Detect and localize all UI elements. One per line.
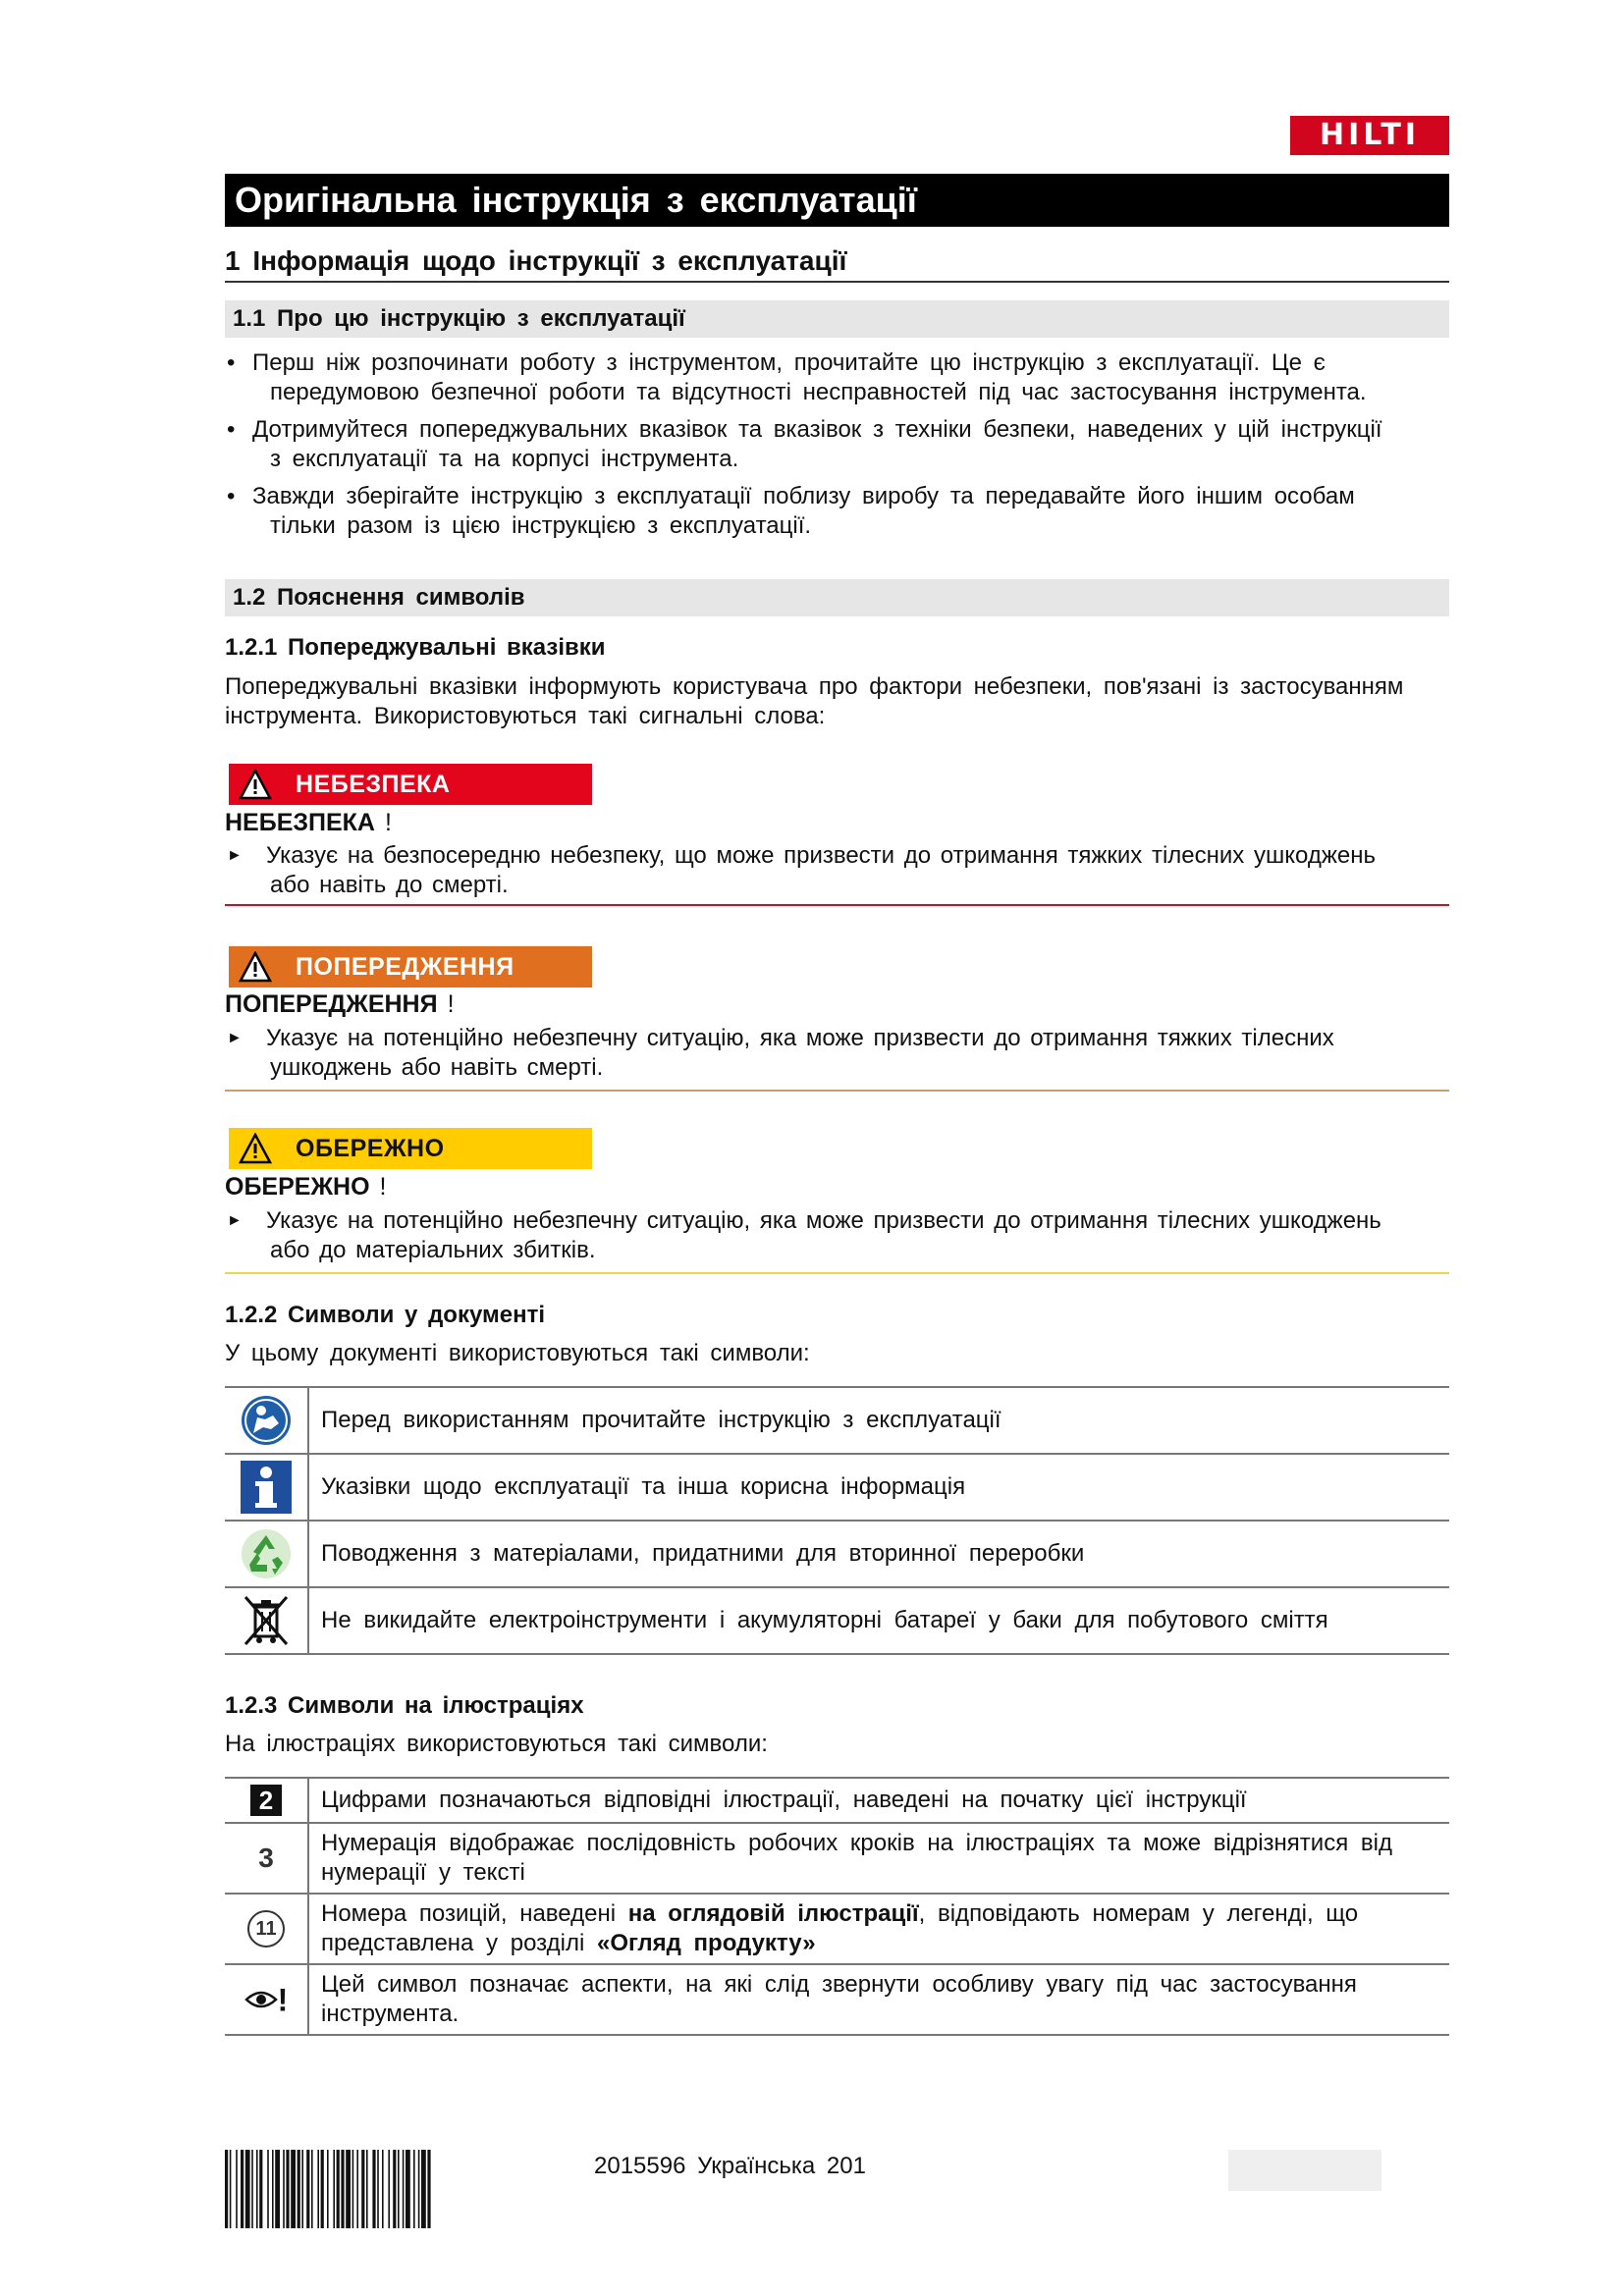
signal-line: ушкоджень або навіть смерті.: [270, 1054, 604, 1081]
bullet-line: з експлуатації та на корпусі інструмента.: [270, 446, 739, 472]
signal-heading-text: ПОПЕРЕДЖЕННЯ: [225, 990, 438, 1018]
symbol-cell: [225, 1778, 308, 1823]
warning-description: [225, 1024, 1449, 1083]
document-symbols-table: [225, 1386, 1449, 1655]
intro-line: інструмента. Використовуються такі сигнальні слова:: [225, 703, 826, 729]
table-row: [225, 1823, 1449, 1894]
signal-line: Указує на потенційно небезпечну ситуацію, яка може призвести до отримання тілесних ушкоджень: [266, 1207, 1381, 1234]
document-symbols-intro: У цьому документі використовуються такі символи:: [225, 1340, 810, 1366]
exclamation: !: [385, 809, 392, 836]
arrow-bullet-icon: ►: [227, 1212, 243, 1229]
text-part-bold: «Огляд продукту»: [596, 1930, 816, 1956]
bullet-dot: •: [227, 416, 236, 443]
list-item: [225, 482, 1511, 541]
warning-triangle-icon: [239, 951, 272, 983]
section-1-2-heading: 1.2 Пояснення символів: [225, 579, 1449, 616]
symbol-cell: [225, 1894, 308, 1964]
crossed-bin-icon: [240, 1593, 293, 1648]
illustration-symbols-table: [225, 1777, 1449, 2036]
signal-word: ПОПЕРЕДЖЕННЯ: [296, 953, 514, 981]
warning-triangle-icon: [239, 1133, 272, 1164]
signal-word: НЕБЕЗПЕКА: [296, 771, 451, 798]
warning-triangle-icon: [239, 769, 272, 800]
signal-word: ОБЕРЕЖНО: [296, 1135, 445, 1162]
warning-divider: [225, 1090, 1449, 1092]
read-manual-icon: [240, 1394, 293, 1447]
exclamation: !: [447, 990, 455, 1018]
description-line: [321, 1929, 1449, 1958]
illustration-symbols-intro: На ілюстраціях використовуються такі символи:: [225, 1731, 768, 1757]
symbol-cell: [225, 1587, 308, 1654]
signal-line: або до матеріальних збитків.: [270, 1237, 596, 1263]
symbol-cell: [225, 1823, 308, 1894]
symbol-description: [308, 1894, 1449, 1964]
danger-description: [225, 841, 1449, 900]
symbol-description: Цифрами позначаються відповідні ілюстрації, наведені на початку цієї інструкції: [308, 1778, 1449, 1823]
position-number-icon: 11: [247, 1910, 285, 1948]
description-line: нумерації у тексті: [321, 1859, 525, 1886]
description-line: інструмента.: [321, 2001, 460, 2027]
danger-divider: [225, 904, 1449, 906]
description-line: [321, 1899, 1449, 1929]
caution-divider: [225, 1272, 1449, 1274]
danger-signal-label: [229, 764, 592, 805]
table-row: [225, 1521, 1449, 1587]
symbol-description: Не викидайте електроінструменти і акумуляторні батареї у баки для побутового сміття: [308, 1587, 1449, 1654]
usage-bullets: [225, 348, 1511, 549]
text-part-bold: на оглядовій ілюстрації: [627, 1900, 919, 1927]
signal-line: Указує на безпосередню небезпеку, що може призвести до отримання тяжких тілесних ушкоджень: [266, 842, 1376, 869]
symbol-cell: [225, 1964, 308, 2035]
danger-heading: [225, 808, 392, 837]
table-row: [225, 1587, 1449, 1654]
symbol-description: Перед використанням прочитайте інструкцію з експлуатації: [308, 1387, 1449, 1454]
bullet-line: Дотримуйтеся попереджувальних вказівок та вказівок з техніки безпеки, наведених у цій інструкції: [252, 416, 1382, 443]
bullet-line: Перш ніж розпочинати роботу з інструментом, прочитайте цю інструкцію з експлуатації. Це є: [252, 349, 1326, 376]
signal-line: або навіть до смерті.: [270, 872, 509, 898]
recycle-icon: [240, 1527, 293, 1580]
text-part: представлена у розділі: [321, 1930, 597, 1956]
section-1-2-1-heading: 1.2.1 Попереджувальні вказівки: [225, 634, 606, 661]
caution-description: [225, 1206, 1449, 1265]
signal-line: Указує на потенційно небезпечну ситуацію, яка може призвести до отримання тяжких тілесних: [266, 1025, 1334, 1051]
arrow-bullet-icon: ►: [227, 847, 243, 864]
section-1-heading: 1 Інформація щодо інструкції з експлуатації: [225, 243, 1449, 283]
symbol-cell: [225, 1521, 308, 1587]
list-item: [225, 348, 1511, 407]
section-1-2-3-heading: 1.2.3 Символи на ілюстраціях: [225, 1692, 584, 1719]
warnings-intro: [225, 672, 1531, 731]
symbol-description: [308, 1964, 1449, 2035]
info-icon: [241, 1461, 292, 1514]
table-row: [225, 1894, 1449, 1964]
exclamation: !: [379, 1173, 387, 1201]
symbol-cell: [225, 1454, 308, 1521]
bullet-line: Завжди зберігайте інструкцію з експлуатації поблизу виробу та передавайте його іншим особам: [252, 483, 1355, 509]
text-part: , відповідають номерам у легенді, що: [918, 1900, 1359, 1927]
section-1-2-2-heading: 1.2.2 Символи у документі: [225, 1302, 546, 1328]
signal-heading-text: ОБЕРЕЖНО: [225, 1173, 370, 1201]
eye-icon: [244, 1988, 278, 2011]
text-part: Номера позицій, наведені: [321, 1900, 628, 1927]
table-row: [225, 1454, 1449, 1521]
description-line: Цей символ позначає аспекти, на які слід звернути особливу увагу під час застосування: [321, 1971, 1357, 1998]
table-row: [225, 1964, 1449, 2035]
section-1-1-heading: 1.1 Про цю інструкцію з експлуатації: [225, 300, 1449, 338]
symbol-description: Поводження з матеріалами, придатними для вторинної переробки: [308, 1521, 1449, 1587]
bullet-dot: •: [227, 483, 236, 509]
attention-eye-icon: [244, 1982, 289, 2018]
bullet-dot: •: [227, 349, 236, 376]
table-row: [225, 1778, 1449, 1823]
symbol-description: [308, 1823, 1449, 1894]
figure-number-icon: 2: [250, 1785, 282, 1816]
warning-heading: [225, 989, 455, 1019]
exclamation: !: [277, 1982, 289, 2018]
description-line: Нумерація відображає послідовність робочих кроків на ілюстраціях та може відрізнятися від: [321, 1830, 1392, 1856]
footer-gray-box: [1228, 2150, 1381, 2191]
hilti-logo: HILTI: [1290, 116, 1449, 155]
bullet-line: передумовою безпечної роботи та відсутності несправностей під час застосування інструмента.: [270, 379, 1367, 405]
caution-signal-label: [229, 1128, 592, 1169]
barcode-image: [225, 2150, 562, 2228]
page-title: Оригінальна інструкція з експлуатації: [225, 174, 1449, 227]
list-item: [225, 415, 1511, 474]
caution-heading: [225, 1172, 387, 1201]
bullet-line: тільки разом із цією інструкцією з експлуатації.: [270, 512, 812, 539]
symbol-description: Указівки щодо експлуатації та інша корисна інформація: [308, 1454, 1449, 1521]
step-number-icon: 3: [258, 1842, 274, 1874]
footer-page-info: 2015596 Українська 201: [594, 2153, 866, 2179]
signal-heading-text: НЕБЕЗПЕКА: [225, 809, 375, 836]
intro-line: Попереджувальні вказівки інформують користувача про фактори небезпеки, пов'язані із застосуванням: [225, 673, 1404, 700]
warning-signal-label: [229, 946, 592, 988]
arrow-bullet-icon: ►: [227, 1030, 243, 1046]
symbol-cell: [225, 1387, 308, 1454]
table-row: [225, 1387, 1449, 1454]
